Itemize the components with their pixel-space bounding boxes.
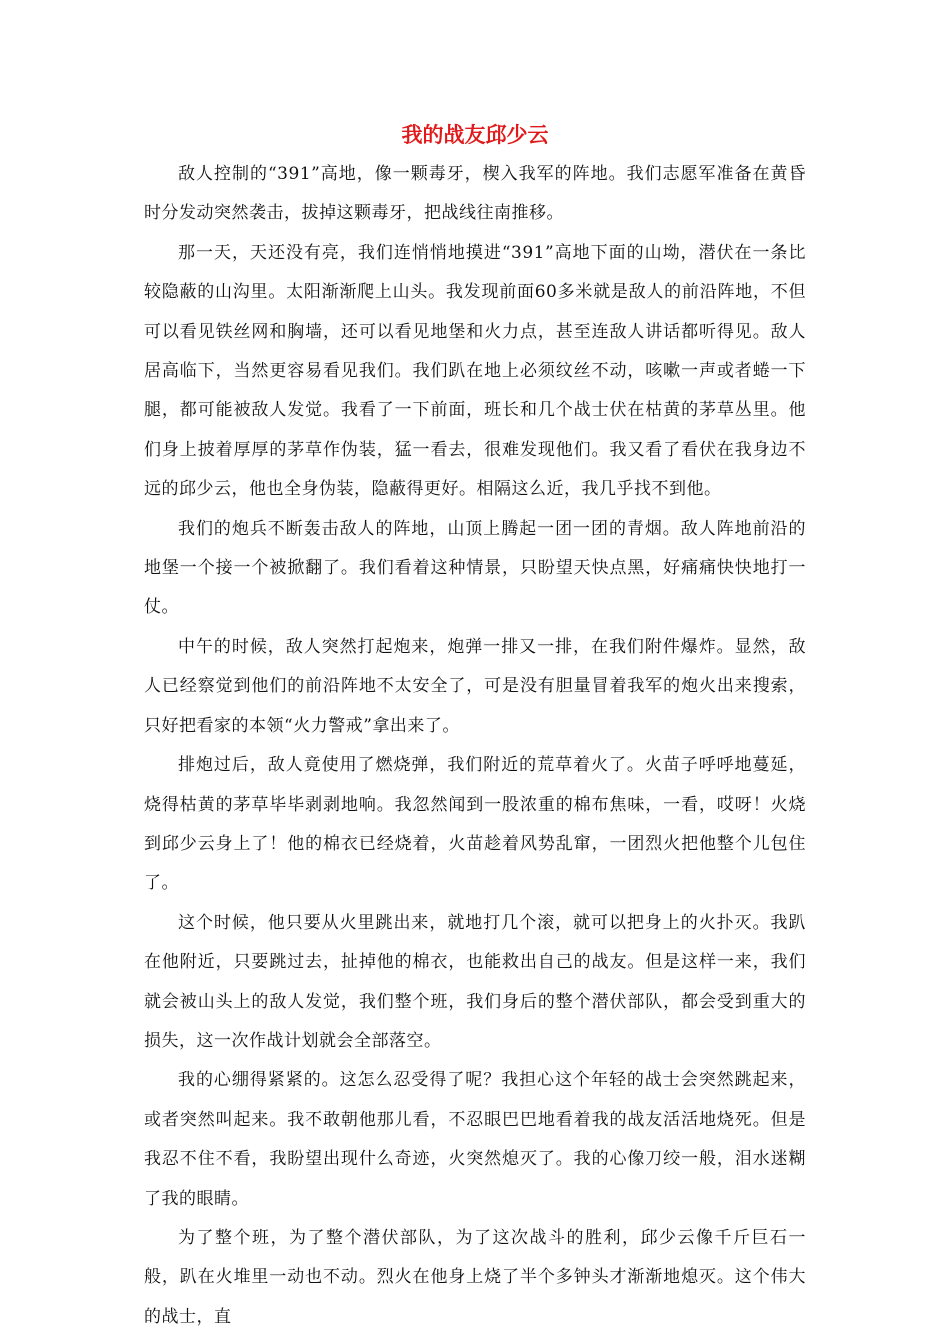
- document-body: [144, 155, 806, 1337]
- paragraph: 中午的时候，敌人突然打起炮来，炮弹一排又一排，在我们附件爆炸。显然，敌人已经察觉到他们的前沿阵地不太安全了，可是没有胆量冒着我军的炮火出来搜索，只好把看家的本领“火力警戒”拿出来了。: [144, 636, 806, 736]
- paragraph: 我们的炮兵不断轰击敌人的阵地，山顶上腾起一团一团的青烟。敌人阵地前沿的地堡一个接一个被掀翻了。我们看着这种情景，只盼望天快点黑，好痛痛快快地打一仗。: [144, 518, 806, 618]
- paragraph: 这个时候，他只要从火里跳出来，就地打几个滚，就可以把身上的火扑灭。我趴在他附近，只要跳过去，扯掉他的棉衣，也能救出自己的战友。但是这样一来，我们就会被山头上的敌人发觉，我们整个班，我们身后的整个潜伏部队，都会受到重大的损失，这一次作战计划就会全部落空。: [144, 912, 806, 1051]
- paragraph: 为了整个班，为了整个潜伏部队，为了这次战斗的胜利，邱少云像千斤巨石一般，趴在火堆里一动也不动。烈火在他身上烧了半个多钟头才渐渐地熄灭。这个伟大的战士，直: [144, 1227, 806, 1327]
- paragraph: 我的心绷得紧紧的。这怎么忍受得了呢？我担心这个年轻的战士会突然跳起来，或者突然叫起来。我不敢朝他那儿看，不忍眼巴巴地看着我的战友活活地烧死。但是我忍不住不看，我盼望出现什么奇迹，火突然熄灭了。我的心像刀绞一般，泪水迷糊了我的眼睛。: [144, 1070, 806, 1209]
- document-title: 我的战友邱少云: [401, 122, 549, 147]
- paragraph: 排炮过后，敌人竟使用了燃烧弹，我们附近的荒草着火了。火苗子呼呼地蔓延，烧得枯黄的茅草毕毕剥剥地响。我忽然闻到一股浓重的棉布焦味，一看，哎呀！火烧到邱少云身上了！他的棉衣已经烧着，火苗趁着风势乱窜，一团烈火把他整个儿包住了。: [144, 755, 806, 894]
- paragraph: 那一天，天还没有亮，我们连悄悄地摸进“391”高地下面的山坳，潜伏在一条比较隐蔽的山沟里。太阳渐渐爬上山头。我发现前面60多米就是敌人的前沿阵地，不但可以看见铁丝网和胸墙，还可以看见地堡和火力点，甚至连敌人讲话都听得见。敌人居高临下，当然更容易看见我们。我们趴在地上必须纹丝不动，咳嗽一声或者蜷一下腿，都可能被敌人发觉。我看了一下前面，班长和几个战士伏在枯黄的茅草丛里。他们身上披着厚厚的茅草作伪装，猛一看去，很难发现他们。我又看了看伏在我身边不远的邱少云，他也全身伪装，隐蔽得更好。相隔这么近，我几乎找不到他。: [144, 242, 806, 500]
- paragraph: 敌人控制的“391”高地，像一颗毒牙，楔入我军的阵地。我们志愿军准备在黄昏时分发动突然袭击，拔掉这颗毒牙，把战线往南推移。: [144, 164, 806, 224]
